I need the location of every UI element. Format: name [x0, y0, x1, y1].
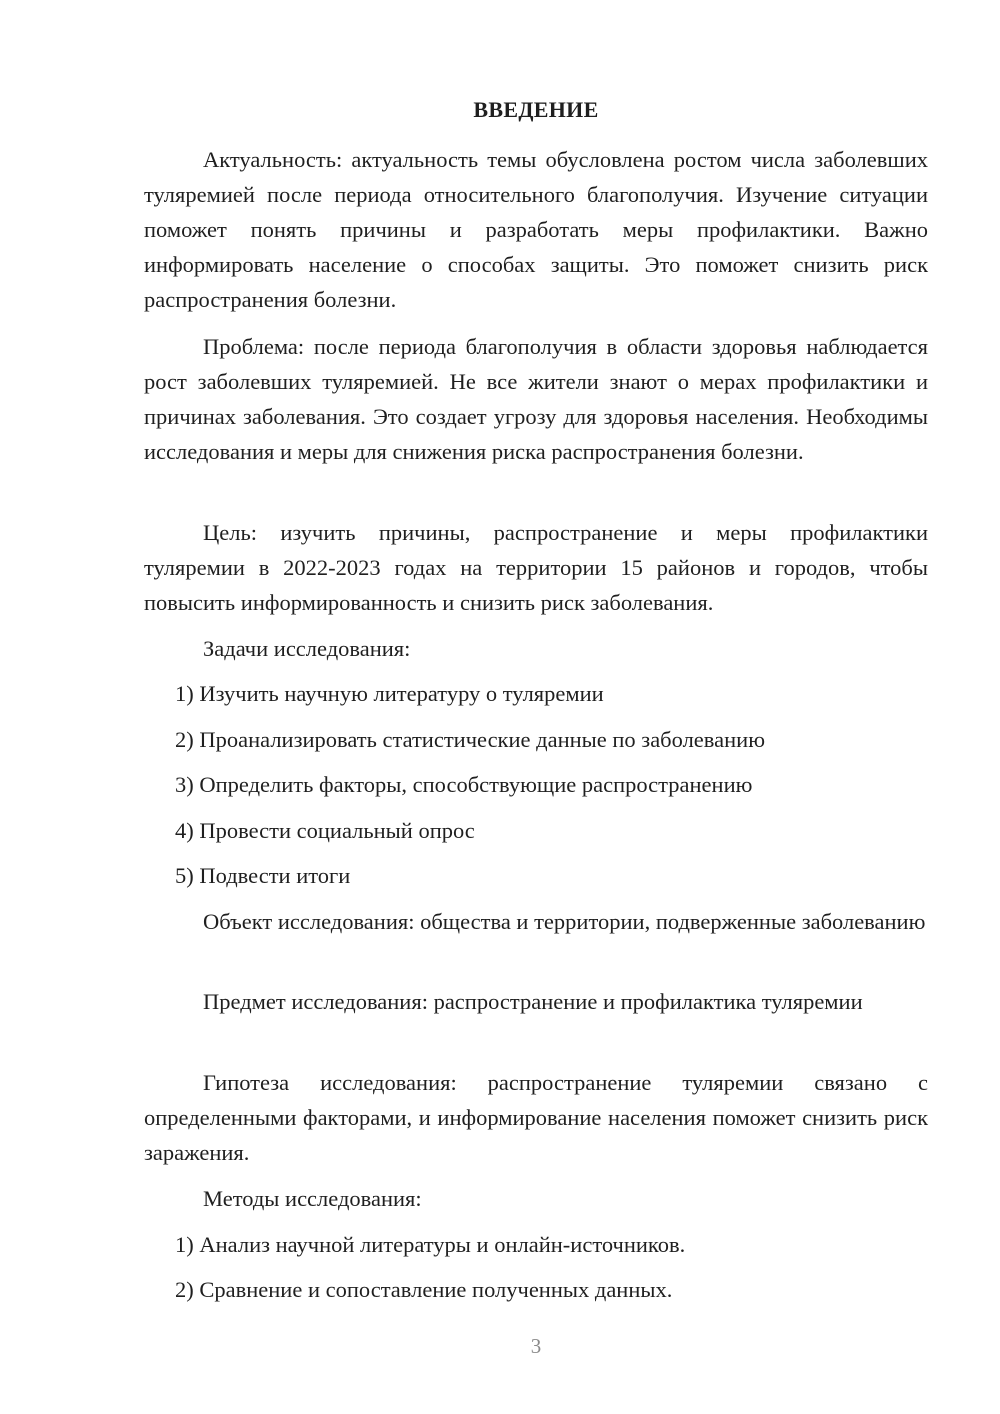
method-item: 1) Анализ научной литературы и онлайн-источников. — [175, 1232, 686, 1257]
tasks-heading: Задачи исследования: — [203, 636, 411, 661]
paragraph-object: Объект исследования: общества и территории, подверженные заболеванию — [203, 909, 926, 934]
task-item: 5) Подвести итоги — [175, 863, 351, 888]
paragraph-relevance: Актуальность: актуальность темы обусловлена ростом числа заболевших туляремией после периода относительного благополучия. Изучение ситуации поможет понять причины и разработать меры профилактики. Важно информировать население о способах защиты. Это поможет снизить риск распространения болезни. — [144, 147, 928, 312]
task-item: 3) Определить факторы, способствующие распространению — [175, 772, 753, 797]
task-item: 1) Изучить научную литературу о туляремии — [175, 681, 604, 706]
method-item: 2) Сравнение и сопоставление полученных данных. — [175, 1277, 673, 1302]
methods-heading: Методы исследования: — [203, 1186, 422, 1211]
paragraph-subject: Предмет исследования: распространение и профилактика туляремии — [203, 989, 863, 1014]
page-title: ВВЕДЕНИЕ — [473, 97, 599, 122]
page-number: 3 — [530, 1334, 542, 1358]
task-item: 4) Провести социальный опрос — [175, 818, 475, 843]
paragraph-problem: Проблема: после периода благополучия в области здоровья наблюдается рост заболевших туляремией. Не все жители знают о мерах профилактики и причинах заболевания. Это создает угрозу для здоровья населения. Необходимы исследования и меры для снижения риска распространения болезни. — [144, 334, 928, 464]
task-item: 2) Проанализировать статистические данные по заболеванию — [175, 727, 765, 752]
paragraph-goal: Цель: изучить причины, распространение и меры профилактики туляремии в 2022-2023 годах на территории 15 районов и городов, чтобы повысить информированность и снизить риск заболевания. — [144, 520, 928, 615]
paragraph-hypothesis: Гипотеза исследования: распространение туляремии связано с определенными факторами, и информирование населения поможет снизить риск заражения. — [144, 1070, 928, 1165]
